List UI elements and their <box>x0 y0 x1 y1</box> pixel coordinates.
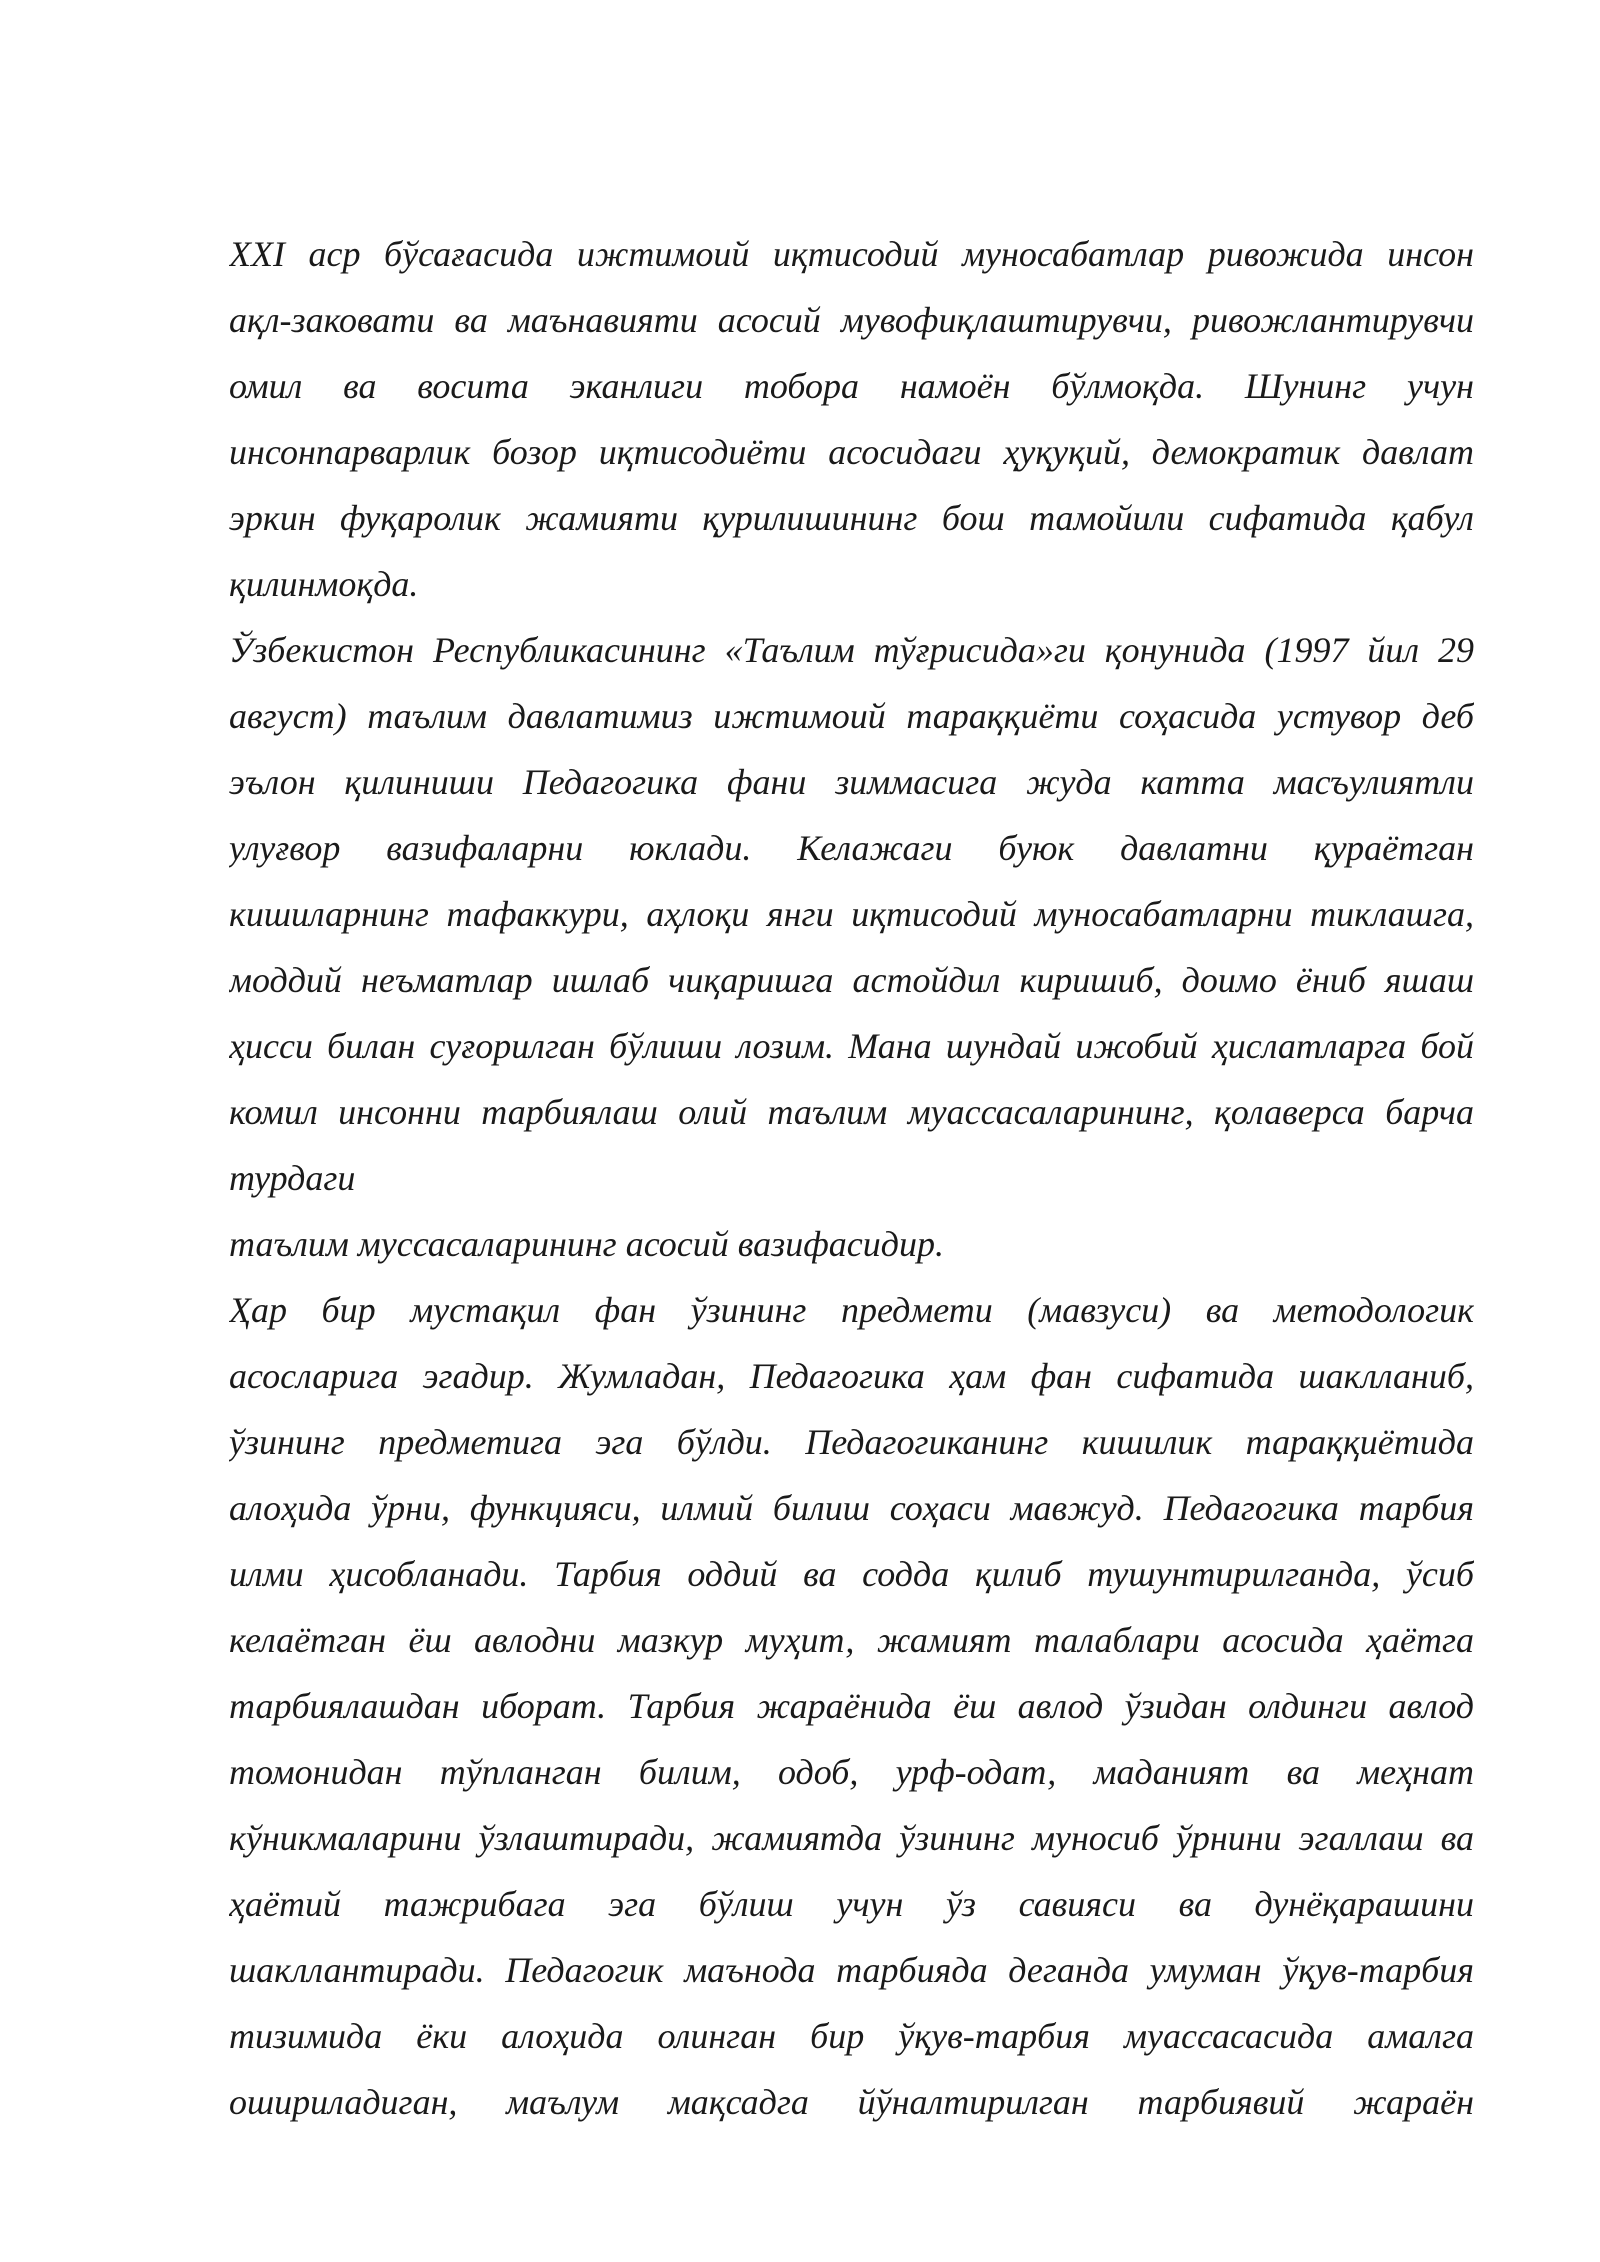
text-line: томонидан тўпланган билим, одоб, урф-одат, маданият ва меҳнат <box>229 1752 1474 1792</box>
text-line: ўзининг предметига эга бўлди. Педагогиканинг кишилик тараққиётида <box>229 1422 1474 1462</box>
text-line: XXI аср бўсағасида ижтимоий иқтисодий муносабатлар ривожида инсон <box>229 234 1474 274</box>
text-line: кишиларнинг тафаккури, аҳлоқи янги иқтисодий муносабатларни тиклашга, <box>229 894 1474 934</box>
text-line: Ҳар бир мустақил фан ўзининг предмети (мавзуси) ва методологик <box>229 1290 1474 1330</box>
text-line: Ўзбекистон Республикасининг «Таълим тўғрисида»ги қонунида (1997 йил 29 <box>229 630 1474 670</box>
text-line: тарбиялашдан иборат. Тарбия жараёнида ёш авлод ўзидан олдинги авлод <box>229 1686 1474 1726</box>
text-line: тизимида ёки алоҳида олинган бир ўқув-тарбия муассасасида амалга <box>229 2016 1474 2056</box>
text-line: кўникмаларини ўзлаштиради, жамиятда ўзининг муносиб ўрнини эгаллаш ва <box>229 1818 1474 1858</box>
text-line: шакллантиради. Педагогик маънода тарбияда деганда умуман ўқув-тарбия <box>229 1950 1474 1990</box>
text-line: асосларига эгадир. Жумладан, Педагогика ҳам фан сифатида шаклланиб, <box>229 1356 1474 1396</box>
text-line: улуғвор вазифаларни юклади. Келажаги буюк давлатни қураётган <box>229 828 1474 868</box>
text-line: инсонпарварлик бозор иқтисодиёти асосидаги ҳуқуқий, демократик давлат <box>229 432 1474 472</box>
text-line: қилинмоқда. <box>229 564 419 604</box>
text-line: алоҳида ўрни, функцияси, илмий билиш соҳаси мавжуд. Педагогика тарбия <box>229 1488 1474 1528</box>
text-line: келаётган ёш авлодни мазкур муҳит, жамият талаблари асосида ҳаётга <box>229 1620 1474 1660</box>
text-line: август) таълим давлатимиз ижтимоий тараққиёти соҳасида устувор деб <box>229 696 1474 736</box>
text-line: комил инсонни тарбиялаш олий таълим муассасаларининг, қолаверса барча <box>229 1092 1474 1132</box>
text-line: ҳисси билан суғорилган бўлиши лозим. Мана шундай ижобий ҳислатларга бой <box>229 1026 1474 1066</box>
text-line: омил ва восита эканлиги тобора намоён бўлмоқда. Шунинг учун <box>229 366 1474 406</box>
text-line: ошириладиган, маълум мақсадга йўналтирилган тарбиявий жараён <box>229 2082 1474 2122</box>
text-line: эркин фуқаролик жамияти қурилишининг бош тамойили сифатида қабул <box>229 498 1474 538</box>
text-line: эълон қилиниши Педагогика фани зиммасига жуда катта масъулиятли <box>229 762 1474 802</box>
body-text <box>229 221 1474 2135</box>
text-line: ақл-заковати ва маънавияти асосий мувофиқлаштирувчи, ривожлантирувчи <box>229 300 1474 340</box>
text-line: таълим муссасаларининг асосий вазифасидир. <box>229 1224 944 1264</box>
text-line: илми ҳисобланади. Тарбия оддий ва содда қилиб тушунтирилганда, ўсиб <box>229 1554 1474 1594</box>
text-line: моддий неъматлар ишлаб чиқаришга астойдил киришиб, доимо ёниб яшаш <box>229 960 1474 1000</box>
text-line: ҳаётий тажрибага эга бўлиш учун ўз савияси ва дунёқарашини <box>229 1884 1474 1924</box>
text-line: турдаги <box>229 1158 356 1198</box>
